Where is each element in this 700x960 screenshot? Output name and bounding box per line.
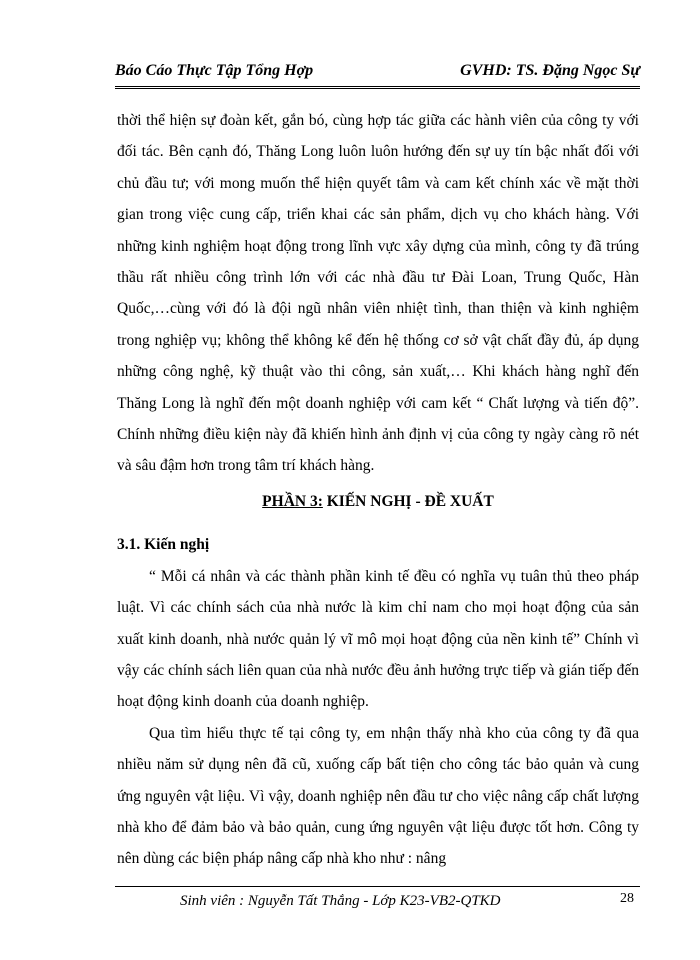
- section-heading: [117, 486, 639, 517]
- supervisor: GVHD: TS. Đặng Ngọc Sự: [460, 62, 640, 79]
- section-title: KIẾN NGHỊ - ĐỀ XUẤT: [322, 492, 494, 510]
- footer-student: Sinh viên : Nguyễn Tất Thắng - Lớp K23-VB2-QTKD: [180, 893, 501, 909]
- page-header: [115, 62, 640, 80]
- paragraph-1: thời thể hiện sự đoàn kết, gắn bó, cùng hợp tác giữa các hành viên của công ty với đối tác. Bên cạnh đó, Thăng Long luôn luôn hướng đến sự uy tín bậc nhất đối với chủ đầu tư; với mong muốn thể hiện quyết tâm và cam kết chính xác về mặt thời gian trong việc cung cấp, triển khai các sản phẩm, dịch vụ cho khách hàng. Với những kinh nghiệm hoạt động trong lĩnh vực xây dựng của mình, công ty đã trúng thầu rất nhiều công trình lớn với các nhà đầu tư Đài Loan, Trung Quốc, Hàn Quốc,…cùng với đó là đội ngũ nhân viên nhiệt tình, than thiện và kinh nghiệm trong nghiệp vụ; không thể không kể đến hệ thống cơ sở vật chất đầy đủ, áp dụng những công nghệ, kỹ thuật vào thi công, sản xuất,… Khi khách hàng nghĩ đến Thăng Long là nghĩ đến một doanh nghiệp với cam kết “ Chất lượng và tiến độ”. Chính những điều kiện này đã khiến hình ảnh định vị của công ty ngày càng rõ nét và sâu đậm hơn trong tâm trí khách hàng.: [117, 112, 639, 475]
- report-title: Báo Cáo Thực Tập Tổng Hợp: [115, 62, 314, 79]
- footer-divider: [115, 886, 640, 887]
- paragraph-3: Qua tìm hiểu thực tế tại công ty, em nhận thấy nhà kho của công ty đã qua nhiều năm sử dụng nên đã cũ, xuống cấp bất tiện cho công tác bảo quản và cung ứng nguyên vật liệu. Vì vậy, doanh nghiệp nên đầu tư cho việc nâng cấp chất lượng nhà kho để đảm bảo và bảo quản, cung ứng nguyên vật liệu được tốt hơn. Công ty nên dùng các biện pháp nâng cấp nhà kho như : nâng: [117, 724, 639, 868]
- paragraph-2: “ Mỗi cá nhân và các thành phần kinh tế đều có nghĩa vụ tuân thủ theo pháp luật. Vì các chính sách của nhà nước là kim chỉ nam cho mọi hoạt động của sản xuất kinh doanh, nhà nước quản lý vĩ mô mọi hoạt động của nền kinh tế” Chính vì vậy các chính sách liên quan của nhà nước đều ảnh hưởng trực tiếp và gián tiếp đến hoạt động kinh doanh của doanh nghiệp.: [117, 567, 639, 711]
- subsection-heading: 3.1. Kiến nghị: [117, 536, 210, 554]
- section-label: PHẦN 3:: [262, 492, 323, 510]
- header-divider: [115, 86, 640, 89]
- document-body: [117, 105, 639, 875]
- page-number: 28: [620, 891, 634, 906]
